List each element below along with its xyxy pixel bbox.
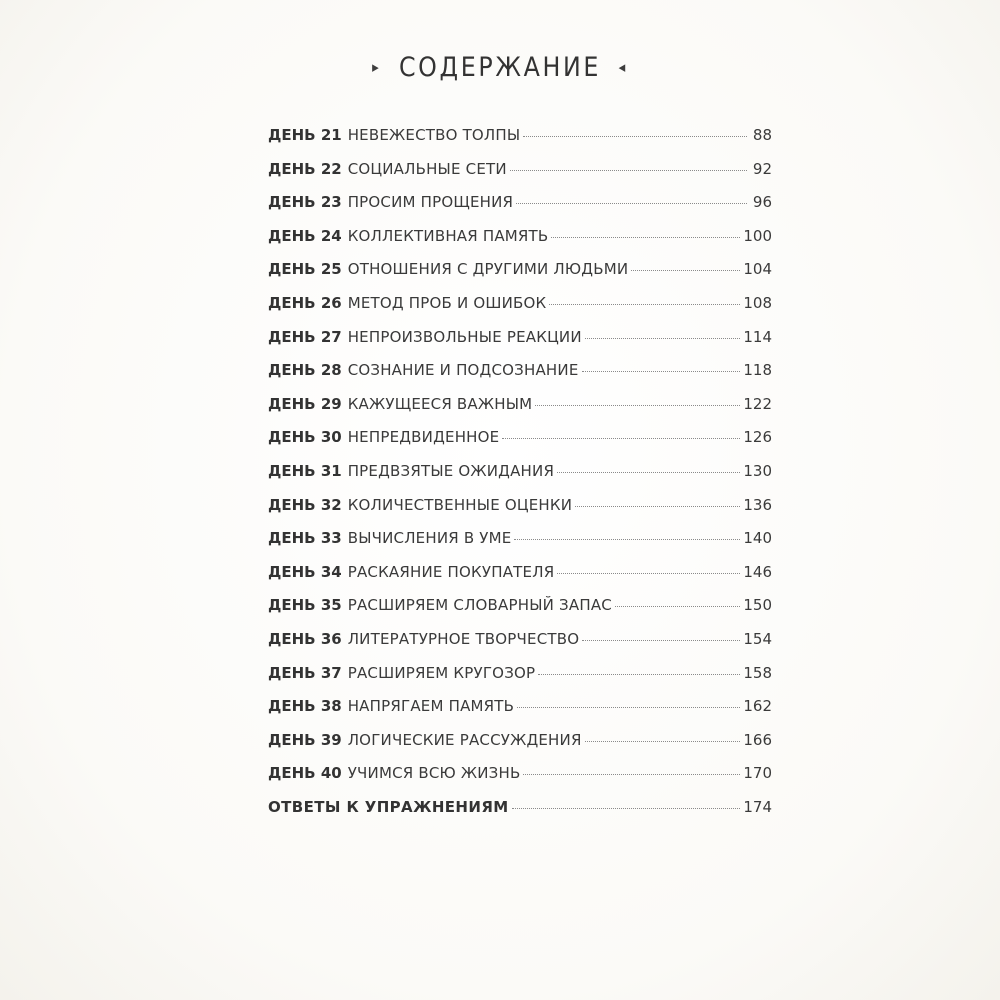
dot-leader <box>551 237 740 238</box>
toc-entry[interactable] <box>268 260 772 294</box>
toc-day-number: ДЕНЬ 33 <box>268 529 342 548</box>
toc-day-number: ДЕНЬ 31 <box>268 461 342 480</box>
toc-page-number: 136 <box>743 495 772 514</box>
toc-day-number: ДЕНЬ 23 <box>268 193 342 212</box>
toc-page-number: 154 <box>743 629 772 648</box>
toc-entry[interactable] <box>268 697 772 731</box>
toc-page-number: 130 <box>743 461 772 480</box>
toc-entry[interactable] <box>268 764 772 798</box>
dot-leader <box>615 606 740 607</box>
right-triangle-icon: ▸ <box>372 58 382 76</box>
toc-page-number: 126 <box>743 428 772 447</box>
toc-page-number: 104 <box>743 260 772 279</box>
toc-entry-title: ОТНОШЕНИЯ С ДРУГИМИ ЛЮДЬМИ <box>347 260 629 279</box>
dot-leader <box>549 304 740 305</box>
dot-leader <box>538 674 740 675</box>
left-triangle-icon: ◂ <box>618 58 628 76</box>
toc-page-number: 174 <box>743 797 772 816</box>
toc-day-number: ДЕНЬ 22 <box>268 159 342 178</box>
toc-day-number: ДЕНЬ 34 <box>268 562 342 581</box>
toc-entry-title: МЕТОД ПРОБ И ОШИБОК <box>347 293 547 312</box>
toc-page-number: 88 <box>752 126 772 144</box>
toc-entry[interactable] <box>268 294 772 328</box>
toc-entry-title: РАСШИРЯЕМ КРУГОЗОР <box>347 663 536 682</box>
toc-entry[interactable] <box>268 664 772 698</box>
toc-entry-title: ЛИТЕРАТУРНОЕ ТВОРЧЕСТВО <box>347 629 580 648</box>
toc-entry[interactable] <box>268 328 772 362</box>
toc-entry-title: ПРОСИМ ПРОЩЕНИЯ <box>347 193 514 212</box>
toc-entry[interactable] <box>268 529 772 563</box>
toc-entry-title: КОЛЛЕКТИВНАЯ ПАМЯТЬ <box>347 226 549 245</box>
toc-entry[interactable] <box>268 462 772 496</box>
dot-leader <box>582 371 741 372</box>
toc-entry[interactable] <box>268 596 772 630</box>
toc-day-number: ДЕНЬ 38 <box>268 697 342 716</box>
toc-day-number: ДЕНЬ 37 <box>268 663 342 682</box>
toc-day-number: ДЕНЬ 24 <box>268 226 342 245</box>
toc-day-number: ДЕНЬ 35 <box>268 596 342 615</box>
dot-leader <box>523 774 740 775</box>
toc-page-number: 158 <box>743 663 772 682</box>
toc-entry-title: НАПРЯГАЕМ ПАМЯТЬ <box>347 697 515 716</box>
toc-page-number: 150 <box>743 596 772 615</box>
dot-leader <box>514 539 740 540</box>
table-of-contents <box>268 126 772 831</box>
toc-day-number: ДЕНЬ 21 <box>268 126 342 144</box>
dot-leader <box>523 136 747 137</box>
toc-day-number: ДЕНЬ 36 <box>268 629 342 648</box>
toc-entry[interactable] <box>268 126 772 160</box>
toc-day-number: ДЕНЬ 27 <box>268 327 342 346</box>
dot-leader <box>582 640 740 641</box>
toc-day-number: ДЕНЬ 32 <box>268 495 342 514</box>
toc-page-number: 96 <box>752 193 772 212</box>
toc-day-number: ДЕНЬ 40 <box>268 764 342 783</box>
dot-leader <box>585 741 741 742</box>
toc-entry-title: НЕПРОИЗВОЛЬНЫЕ РЕАКЦИИ <box>347 327 582 346</box>
toc-day-number: ДЕНЬ 28 <box>268 361 342 380</box>
dot-leader <box>510 170 747 171</box>
toc-page-number: 170 <box>743 764 772 783</box>
toc-day-number: ДЕНЬ 26 <box>268 293 342 312</box>
dot-leader <box>502 438 740 439</box>
dot-leader <box>517 707 740 708</box>
toc-entry-title: ПРЕДВЗЯТЫЕ ОЖИДАНИЯ <box>347 461 555 480</box>
toc-day-number: ДЕНЬ 25 <box>268 260 342 279</box>
toc-day-number: ДЕНЬ 39 <box>268 730 342 749</box>
toc-entry[interactable] <box>268 395 772 429</box>
dot-leader <box>585 338 741 339</box>
toc-day-number: ДЕНЬ 30 <box>268 428 342 447</box>
toc-page-number: 162 <box>743 697 772 716</box>
toc-entry-title: ВЫЧИСЛЕНИЯ В УМЕ <box>347 529 512 548</box>
toc-page-number: 122 <box>743 394 772 413</box>
toc-entry[interactable] <box>268 361 772 395</box>
toc-entry-title: ОТВЕТЫ К УПРАЖНЕНИЯМ <box>268 797 509 816</box>
toc-entry-title: ЛОГИЧЕСКИЕ РАССУЖДЕНИЯ <box>347 730 582 749</box>
toc-page-number: 108 <box>743 293 772 312</box>
toc-page-number: 100 <box>743 226 772 245</box>
page-title-row <box>60 52 940 83</box>
toc-entry[interactable] <box>268 160 772 194</box>
toc-entry[interactable] <box>268 798 772 832</box>
toc-day-number: ДЕНЬ 29 <box>268 394 342 413</box>
toc-page-number: 166 <box>743 730 772 749</box>
dot-leader <box>575 506 740 507</box>
dot-leader <box>557 472 740 473</box>
toc-page-number: 146 <box>743 562 772 581</box>
toc-entry[interactable] <box>268 496 772 530</box>
toc-page-number: 92 <box>752 159 772 178</box>
toc-entry-title: КОЛИЧЕСТВЕННЫЕ ОЦЕНКИ <box>347 495 573 514</box>
toc-entry-title: КАЖУЩЕЕСЯ ВАЖНЫМ <box>347 394 533 413</box>
toc-entry-title: НЕПРЕДВИДЕННОЕ <box>347 428 500 447</box>
toc-entry-title: СОЦИАЛЬНЫЕ СЕТИ <box>347 159 507 178</box>
toc-page-number: 140 <box>743 529 772 548</box>
toc-entry[interactable] <box>268 227 772 261</box>
dot-leader <box>557 573 740 574</box>
toc-page-number: 114 <box>743 327 772 346</box>
toc-entry[interactable] <box>268 193 772 227</box>
toc-entry[interactable] <box>268 731 772 765</box>
page-title: СОДЕРЖАНИЕ <box>398 52 602 83</box>
toc-entry-title: УЧИМСЯ ВСЮ ЖИЗНЬ <box>347 764 521 783</box>
toc-entry-title: СОЗНАНИЕ И ПОДСОЗНАНИЕ <box>347 361 579 380</box>
dot-leader <box>631 270 740 271</box>
dot-leader <box>516 203 747 204</box>
toc-entry-title: НЕВЕЖЕСТВО ТОЛПЫ <box>347 126 521 144</box>
dot-leader <box>535 405 740 406</box>
toc-entry-title: РАСКАЯНИЕ ПОКУПАТЕЛЯ <box>347 562 555 581</box>
toc-entry[interactable] <box>268 630 772 664</box>
toc-entry[interactable] <box>268 563 772 597</box>
toc-page-number: 118 <box>743 361 772 380</box>
toc-entry-title: РАСШИРЯЕМ СЛОВАРНЫЙ ЗАПАС <box>347 596 612 615</box>
toc-entry[interactable] <box>268 428 772 462</box>
dot-leader <box>512 808 741 809</box>
